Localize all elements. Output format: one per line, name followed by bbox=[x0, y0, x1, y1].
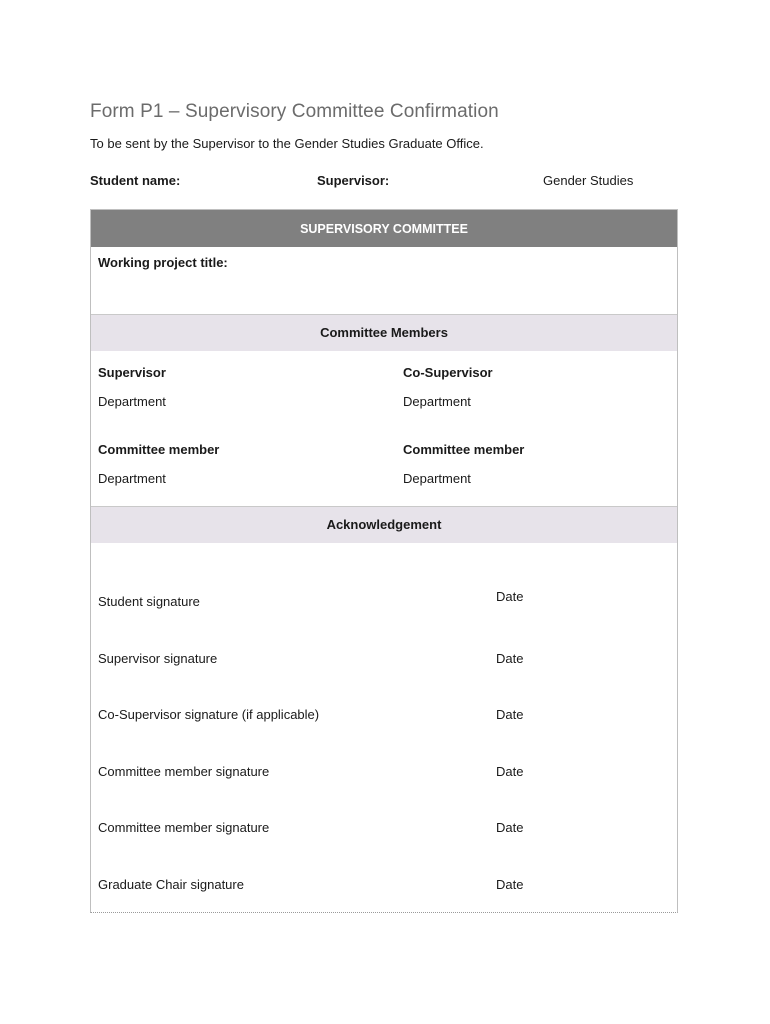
table-header: SUPERVISORY COMMITTEE bbox=[91, 210, 677, 247]
signature-label: Supervisor signature bbox=[98, 651, 218, 666]
member-role: Supervisor bbox=[98, 365, 166, 380]
member-role: Committee member bbox=[403, 442, 525, 457]
member-department: Department bbox=[403, 394, 471, 409]
date-label: Date bbox=[496, 764, 524, 779]
date-label: Date bbox=[496, 820, 524, 835]
supervisor-label: Supervisor: bbox=[317, 173, 390, 188]
date-label: Date bbox=[496, 589, 524, 604]
signature-label: Student signature bbox=[98, 594, 200, 609]
committee-members-heading: Committee Members bbox=[91, 314, 677, 351]
working-project-title-label: Working project title: bbox=[98, 255, 228, 270]
member-department: Department bbox=[98, 394, 166, 409]
member-department: Department bbox=[403, 471, 471, 486]
date-label: Date bbox=[496, 877, 524, 892]
member-role: Co-Supervisor bbox=[403, 365, 493, 380]
student-info-row bbox=[90, 173, 650, 191]
signature-label: Committee member signature bbox=[98, 820, 270, 835]
acknowledgement-heading: Acknowledgement bbox=[91, 506, 677, 543]
signature-label: Committee member signature bbox=[98, 764, 270, 779]
form-subtitle: To be sent by the Supervisor to the Gender Studies Graduate Office. bbox=[90, 136, 484, 151]
member-department: Department bbox=[98, 471, 166, 486]
student-name-label: Student name: bbox=[90, 173, 181, 188]
form-title: Form P1 – Supervisory Committee Confirmation bbox=[90, 101, 499, 122]
date-label: Date bbox=[496, 707, 524, 722]
signature-label: Co-Supervisor signature (if applicable) bbox=[98, 707, 320, 722]
member-role: Committee member bbox=[98, 442, 220, 457]
date-label: Date bbox=[496, 651, 524, 666]
supervisory-committee-table bbox=[90, 209, 678, 913]
signature-label: Graduate Chair signature bbox=[98, 877, 244, 892]
department-name: Gender Studies bbox=[543, 173, 634, 188]
